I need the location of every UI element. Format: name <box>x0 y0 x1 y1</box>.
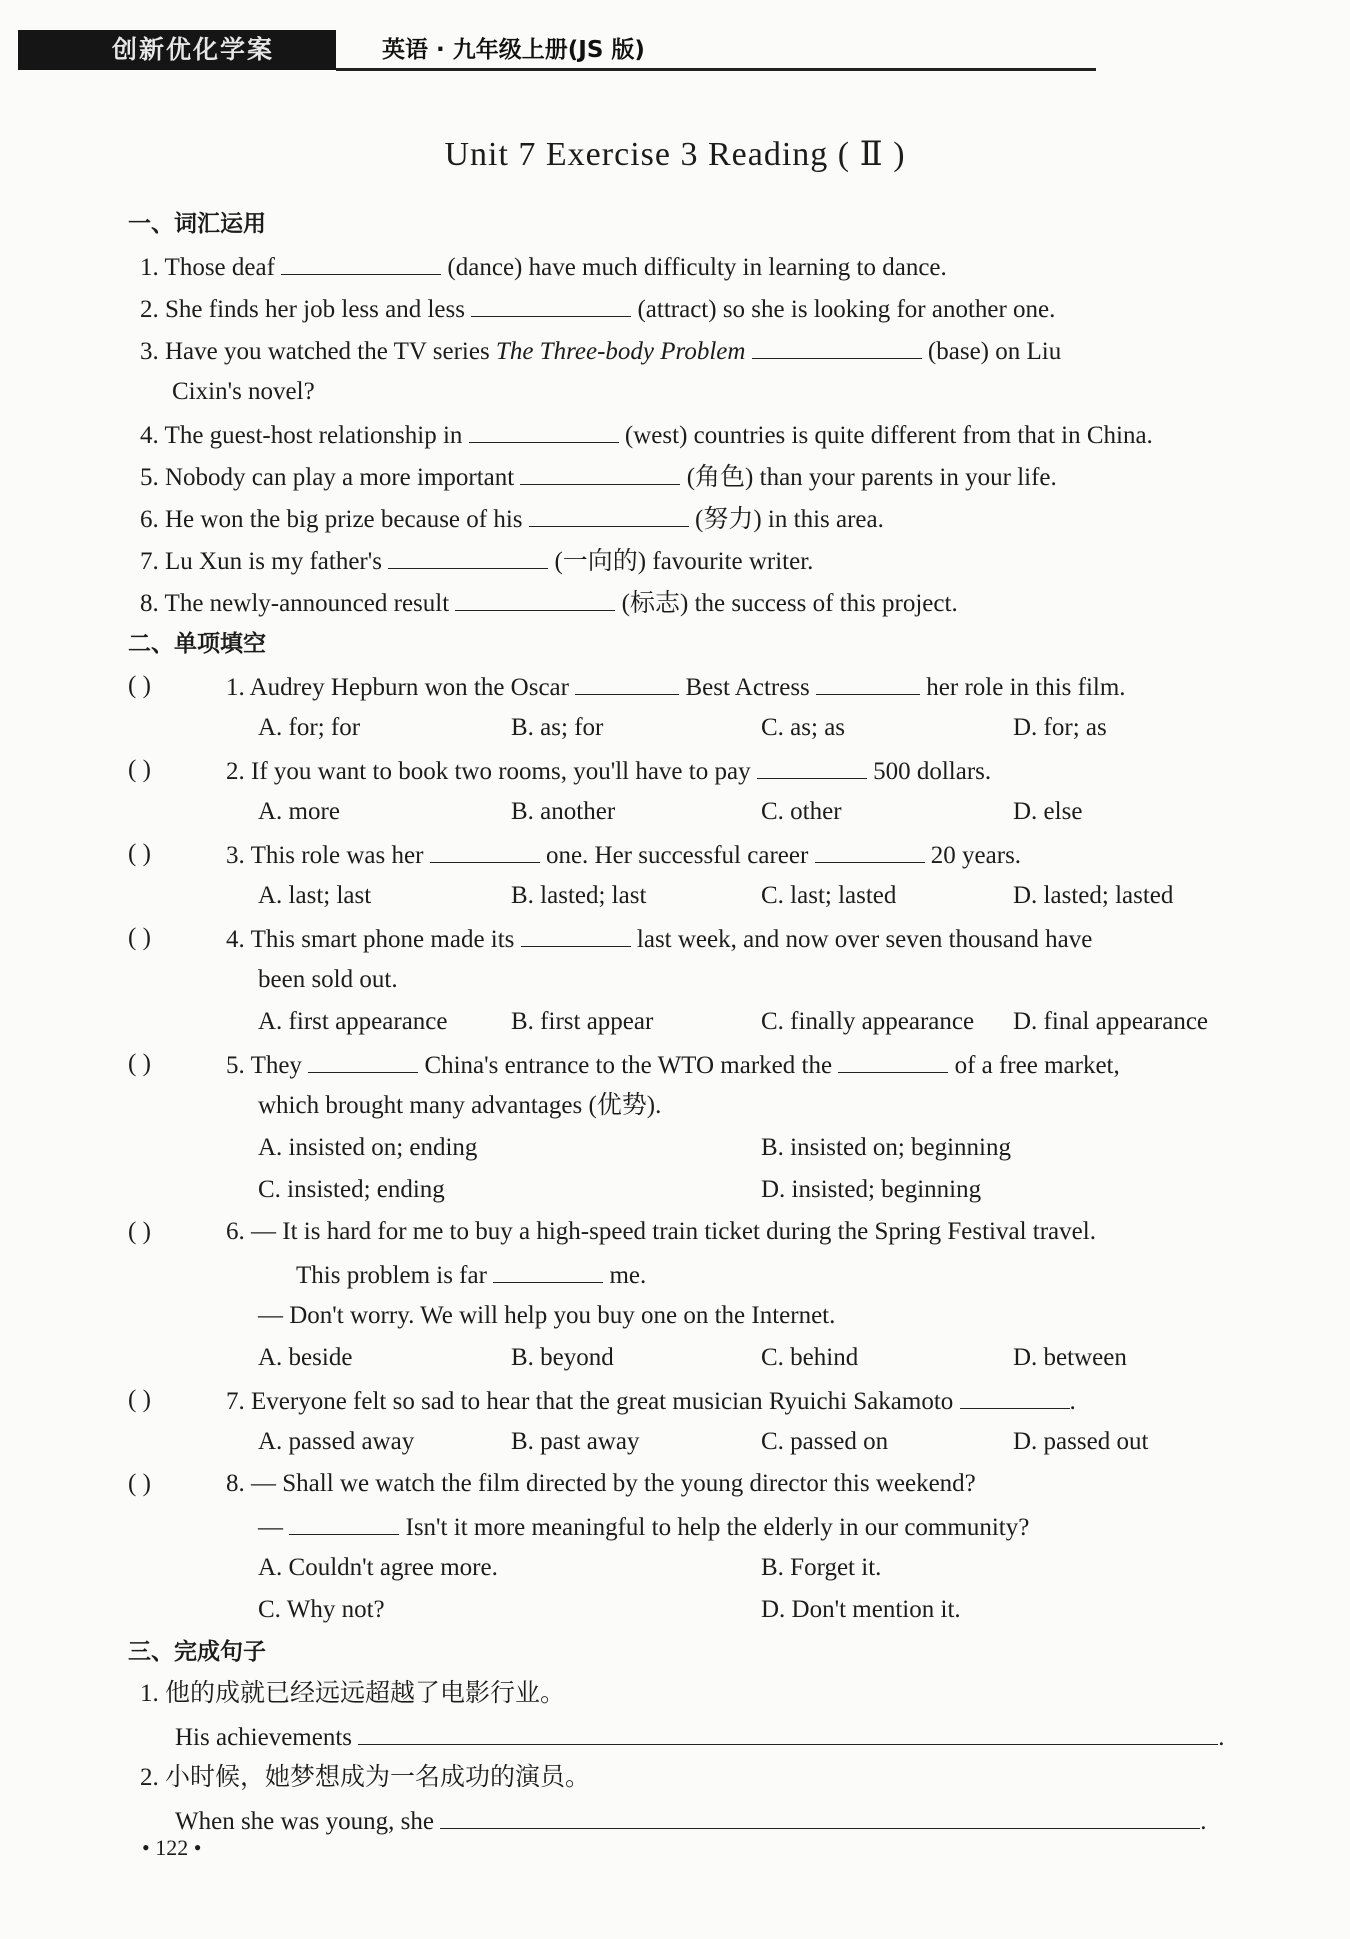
option-a: A. Couldn't agree more. <box>258 1554 498 1581</box>
s2-question-6: 6. — It is hard for me to buy a high-speed train ticket during the Spring Festival travel. <box>226 1218 1096 1245</box>
answer-bracket[interactable]: ( ) <box>128 672 151 699</box>
option-d: D. passed out <box>1013 1428 1149 1455</box>
answer-blank[interactable] <box>493 1256 603 1283</box>
book-title: 英语 · 九年级上册(JS 版) <box>382 37 645 63</box>
option-a: A. beside <box>258 1344 353 1371</box>
answer-blank[interactable] <box>529 500 689 527</box>
s2-question-6-reply: — Don't worry. We will help you buy one on the Internet. <box>258 1302 836 1329</box>
answer-bracket[interactable]: ( ) <box>128 1470 151 1497</box>
s1-question-7: 7. Lu Xun is my father's (一向的) favourite writer. <box>140 542 813 580</box>
option-a: A. insisted on; ending <box>258 1134 478 1161</box>
answer-blank[interactable] <box>960 1382 1070 1409</box>
s2-question-5: 5. They China's entrance to the WTO marked the of a free market, <box>226 1046 1120 1084</box>
s2-question-4: 4. This smart phone made its last week, and now over seven thousand have <box>226 920 1092 958</box>
book-series-logo: 创新优化学案 <box>18 30 336 70</box>
option-b: B. first appear <box>511 1008 654 1035</box>
answer-blank[interactable] <box>815 836 925 863</box>
answer-blank[interactable] <box>469 416 619 443</box>
section-1-heading: 一、词汇运用 <box>128 211 266 237</box>
s3-question-2-english: When she was young, she . <box>175 1802 1206 1840</box>
option-c: C. other <box>761 798 842 825</box>
option-d: D. else <box>1013 798 1083 825</box>
option-d: D. between <box>1013 1344 1127 1371</box>
answer-bracket[interactable]: ( ) <box>128 840 151 867</box>
option-c: C. finally appearance <box>761 1008 975 1035</box>
answer-blank[interactable] <box>520 458 680 485</box>
option-a: A. last; last <box>258 882 372 909</box>
s1-question-8: 8. The newly-announced result (标志) the success of this project. <box>140 584 958 622</box>
s2-question-3: 3. This role was her one. Her successful career 20 years. <box>226 836 1021 874</box>
option-b: B. insisted on; beginning <box>761 1134 1011 1161</box>
option-c: C. Why not? <box>258 1596 385 1623</box>
s3-question-1-english: His achievements . <box>175 1718 1225 1756</box>
option-d: D. final appearance <box>1013 1008 1209 1035</box>
answer-blank[interactable] <box>757 752 867 779</box>
section-2-heading: 二、单项填空 <box>128 631 266 657</box>
s1-question-3: 3. Have you watched the TV series The Three-body Problem (base) on Liu <box>140 332 1061 370</box>
s3-question-2-chinese: 2. 小时候，她梦想成为一名成功的演员。 <box>140 1764 591 1791</box>
option-c: C. as; as <box>761 714 846 741</box>
s2-question-4-continued: been sold out. <box>258 966 398 993</box>
s1-question-5: 5. Nobody can play a more important (角色) than your parents in your life. <box>140 458 1057 496</box>
answer-blank[interactable] <box>455 584 615 611</box>
answer-bracket[interactable]: ( ) <box>128 756 151 783</box>
answer-bracket[interactable]: ( ) <box>128 1218 151 1245</box>
s2-question-6-line-2: This problem is far me. <box>296 1256 646 1294</box>
s1-question-2: 2. She finds her job less and less (attract) so she is looking for another one. <box>140 290 1055 328</box>
option-b: B. another <box>511 798 616 825</box>
page-title: Unit 7 Exercise 3 Reading ( Ⅱ ) <box>444 136 906 173</box>
answer-line[interactable] <box>358 1718 1218 1745</box>
s2-question-5-continued: which brought many advantages (优势). <box>258 1092 662 1119</box>
option-a: A. more <box>258 798 340 825</box>
answer-bracket[interactable]: ( ) <box>128 1386 151 1413</box>
option-b: B. Forget it. <box>761 1554 882 1581</box>
answer-line[interactable] <box>440 1802 1200 1829</box>
option-d: D. Don't mention it. <box>761 1596 961 1623</box>
answer-blank[interactable] <box>281 248 441 275</box>
answer-blank[interactable] <box>816 668 920 695</box>
page-number: • 122 • <box>142 1835 202 1860</box>
answer-blank[interactable] <box>308 1046 418 1073</box>
s1-question-3-continued: Cixin's novel? <box>172 378 315 405</box>
s2-question-1: 1. Audrey Hepburn won the Oscar Best Actress her role in this film. <box>226 668 1126 706</box>
s1-question-6: 6. He won the big prize because of his (努力) in this area. <box>140 500 884 538</box>
answer-blank[interactable] <box>838 1046 948 1073</box>
s2-question-2: 2. If you want to book two rooms, you'll have to pay 500 dollars. <box>226 752 991 790</box>
option-c: C. last; lasted <box>761 882 897 909</box>
option-c: C. passed on <box>761 1428 889 1455</box>
option-d: D. lasted; lasted <box>1013 882 1174 909</box>
s2-question-8: 8. — Shall we watch the film directed by the young director this weekend? <box>226 1470 976 1497</box>
option-b: B. lasted; last <box>511 882 647 909</box>
answer-bracket[interactable]: ( ) <box>128 924 151 951</box>
option-d: D. insisted; beginning <box>761 1176 982 1203</box>
answer-blank[interactable] <box>575 668 679 695</box>
option-b: B. beyond <box>511 1344 614 1371</box>
answer-blank[interactable] <box>388 542 548 569</box>
page-header <box>18 30 1078 74</box>
option-a: A. passed away <box>258 1428 415 1455</box>
answer-blank[interactable] <box>471 290 631 317</box>
option-a: A. first appearance <box>258 1008 448 1035</box>
answer-blank[interactable] <box>521 920 631 947</box>
option-d: D. for; as <box>1013 714 1107 741</box>
header-rule <box>336 68 1096 71</box>
option-b: B. past away <box>511 1428 640 1455</box>
section-3-heading: 三、完成句子 <box>128 1639 266 1665</box>
s1-question-4: 4. The guest-host relationship in (west) countries is quite different from that in China. <box>140 416 1153 454</box>
s3-question-1-chinese: 1. 他的成就已经远远超越了电影行业。 <box>140 1680 566 1707</box>
option-c: C. behind <box>761 1344 859 1371</box>
s2-question-7: 7. Everyone felt so sad to hear that the great musician Ryuichi Sakamoto . <box>226 1382 1076 1420</box>
option-b: B. as; for <box>511 714 604 741</box>
s2-question-8-reply: — Isn't it more meaningful to help the elderly in our community? <box>258 1508 1029 1546</box>
s1-question-1: 1. Those deaf (dance) have much difficulty in learning to dance. <box>140 248 947 286</box>
option-c: C. insisted; ending <box>258 1176 445 1203</box>
option-a: A. for; for <box>258 714 361 741</box>
answer-blank[interactable] <box>752 332 922 359</box>
answer-bracket[interactable]: ( ) <box>128 1050 151 1077</box>
answer-blank[interactable] <box>289 1508 399 1535</box>
answer-blank[interactable] <box>430 836 540 863</box>
